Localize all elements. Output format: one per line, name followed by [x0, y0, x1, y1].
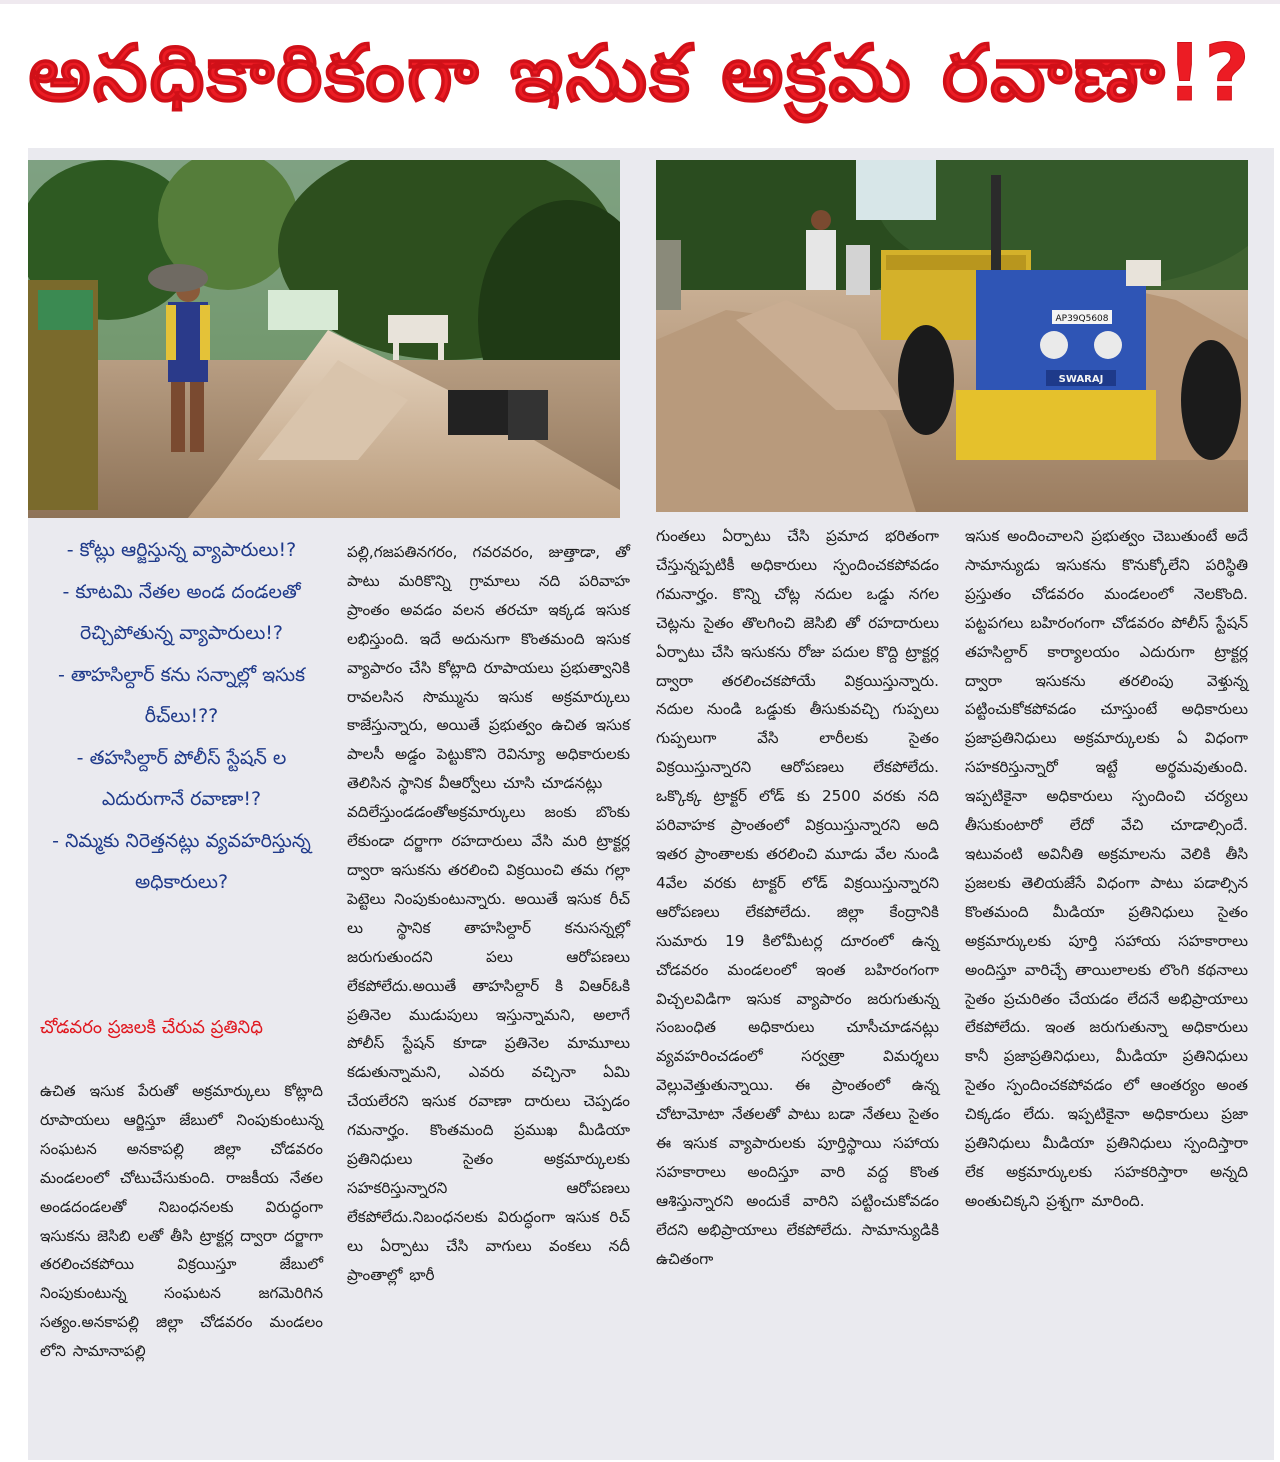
highlight-item: - కూటమి నేతల అండ దండలతో రెచ్చిపోతున్న వ్యాపారులు!? [62, 580, 301, 644]
photo-tractor-loading-image [656, 160, 1248, 512]
photo-sand-carrier [28, 160, 620, 518]
highlight-item: - నిమ్మకు నిరెత్తనట్లు వ్యవహరిస్తున్న అధికారులు? [52, 829, 311, 893]
article-body-column-3 [656, 522, 939, 1274]
paragraph: ఉచిత ఇసుక పేరుతో అక్రమార్కులు కోట్లాది రూపాయలు ఆర్జిస్తూ జేబులో నింపుకుంటున్న సంఘటన అనకాపల్లి జిల్లా చోడవరం మండలంలో చోటుచేసుకుంది. రాజకీయ నేతల అండదండలతో నిబంధనలకు విరుద్ధంగా ఇసుకను జెసిబి లతో తీసి ట్రాక్టర్ల ద్వారా దర్జాగా తరలించకపోయి విక్రయిస్తూ జేబులో నింపుకుంటున్న సంఘటన జగమెరిగిన సత్యం.అనకాపల్లి జిల్లా చోడవరం మండలం లోని సామానాపల్లి [40, 1082, 323, 1361]
highlight-item: - కోట్లు ఆర్జిస్తున్న వ్యాపారులు!? [66, 539, 297, 561]
dateline: చోడవరం ప్రజలకి చేరువ ప్రతినిధి [40, 1017, 263, 1038]
paragraph: పల్లి,గజపతినగరం, గవరవరం, జుత్తాడా, తో పాటు మరికొన్ని గ్రామాలు నది పరివాహ ప్రాంతం అవడం వలన తరచూ ఇక్కడ ఇసుక లభిస్తుంది. ఇదే అదునుగా కొంతమంది ఇసుక వ్యాపారం చేసి కోట్లాది రూపాయలు ప్రభుత్వానికి రావలసిన సొమ్మును ఇసుక అక్రమార్కులు కాజేస్తున్నారు, అయితే ప్రభుత్వం ఉచిత ఇసుక పాలసీ అడ్డం పెట్టుకొని రెవిన్యూ అధికారులకు తెలిసిన స్థానిక వీఆర్వోలు చూసి చూడనట్లు [347, 543, 630, 793]
photo-sand-carrier-image [28, 160, 620, 518]
photo-tractor-loading [656, 160, 1248, 512]
paragraph: వదిలేస్తుండడంతోఅక్రమార్కులు జంకు బొంకు లేకుండా దర్జాగా రహదారులు వేసి మరి ట్రాక్టర్ల ద్వారా ఇసుకను తరలించి విక్రయించి తమ గల్లా పెట్టెలు నింపుకుంటున్నారు. అయితే ఇసుక రీచ్ లు స్థానిక తాహసిల్దార్ కనుసన్నల్లో జరుగుతుందని పలు ఆరోపణలు లేకపోలేదు.అయితే తాహసిల్దార్ కి విఆర్ఓకి ప్రతినెల ముడుపులు ఇస్తున్నామని, అలాగే పోలీస్ స్టేషన్ కూడా ప్రతినెల మామూలు కడుతున్నామని, ఎవరు వచ్చినా ఏమి చేయలేరని ఇసుక రవాణా దారులు చెప్పడం గమనార్హం. కొంతమంది ప్రముఖ మీడియా ప్రతినిధులు సైతం అక్రమార్కులకు సహకరిస్తున్నారని ఆరోపణలు లేకపోలేదు.నిబంధనలకు విరుద్ధంగా ఇసుక రిచ్ లు ఏర్పాటు చేసి వాగులు వంకలు నదీ ప్రాంతాల్లో భారీ [347, 803, 630, 1284]
highlight-item: - తాహసిల్దార్ కను సన్నాల్లో ఇసుక రీచ్‌లు!?? [57, 663, 306, 727]
tractor-brand: SWARAJ [1058, 374, 1104, 385]
article-body-column-1 [40, 1077, 323, 1366]
paragraph: గుంతలు ఏర్పాటు చేసి ప్రమాద భరితంగా చేస్తున్నప్పటికీ అధికారులు స్పందించకపోవడం గమనార్హం. కొన్ని చోట్ల నదుల ఒడ్డు నగల చెట్లను సైతం తొలగించి జెసిబి తో రహదారులు ఏర్పాటు చేసి ఇసుకను రోజు పదుల కొద్ది ట్రాక్టర్ల ద్వారా తరలించకపోయే విక్రయిస్తున్నారు. నదుల నుండి ఒడ్డుకు తీసుకువచ్చి గుప్పలు గుప్పలుగా వేసి లారీలకు సైతం విక్రయిస్తున్నారని ఆరోపణలు లేకపోలేదు. ఒక్కొక్క ట్రాక్టర్ లోడ్ కు 2500 వరకు నది పరివాహక ప్రాంతంలో విక్రయిస్తున్నారని అది ఇతర ప్రాంతాలకు తరలించి మూడు వేల నుండి 4వేల వరకు టాక్టర్ లోడ్ విక్రయిస్తున్నారని ఆరోపణలు లేకపోలేదు. జిల్లా కేంద్రానికి సుమారు 19 కిలోమీటర్ల దూరంలో ఉన్న చోడవరం మండలంలో ఇంత బహిరంగంగా విచ్చలవిడిగా ఇసుక వ్యాపారం జరుగుతున్న సంబంధిత అధికారులు చూసీచూడనట్లు వ్యవహరించడంలో సర్వత్రా విమర్శలు వెల్లువెత్తుతున్నాయి. ఈ ప్రాంతంలో ఉన్న చోటామోటా నేతలతో పాటు బడా నేతలు సైతం ఈ ఇసుక వ్యాపారులకు పూర్తిస్థాయి సహాయ సహకారాలు అందిస్తూ వారి వద్ద కొంత ఆశిస్తున్నారని అందుకే వారిని పట్టించుకోవడం లేదని అభిప్రాయాలు లేకపోలేదు. సామాన్యుడికి ఉచితంగా [656, 527, 939, 1268]
paragraph: ఇసుక అందించాలని ప్రభుత్వం చెబుతుంటే అదే సామాన్యుడు ఇసుకను కొనుక్కోలేని పరిస్థితి ప్రస్తుతం చోడవరం మండలంలో నెలకొంది. పట్టపగలు బహిరంగంగా చోడవరం పోలీస్ స్టేషన్ తహసిల్దార్ కార్యాలయం ఎదురుగా ట్రాక్టర్ల ద్వారా ఇసుకను తరలింపు వెళ్తున్న పట్టించుకోకపోవడం చూస్తుంటే అధికారులు ప్రజాప్రతినిధులు అక్రమార్కులకు ఏ విధంగా సహకరిస్తున్నారో ఇట్టే అర్థమవుతుంది. ఇప్పటికైనా అధికారులు స్పందించి చర్యలు తీసుకుంటారో లేదో వేచి చూడాల్సిందే. ఇటువంటి అవినీతి అక్రమాలను వెలికి తీసి ప్రజలకు తెలియజేసే విధంగా పాటు పడాల్సిన కొంతమంది మీడియా ప్రతినిధులు సైతం అక్రమార్కులకు పూర్తి సహాయ సహకారాలు అందిస్తూ వారిచ్చే తాయిలాలకు లొంగి కథనాలు సైతం ప్రచురితం చేయడం లేదనే అభిప్రాయాలు లేకపోలేదు. ఇంత జరుగుతున్నా అధికారులు కానీ ప్రజాప్రతినిధులు, మీడియా ప్రతినిధులు సైతం స్పందించకపోవడం లో ఆంతర్యం అంత చిక్కడం లేదు. ఇప్పటికైనా అధికారులు ప్రజా ప్రతినిధులు మీడియా ప్రతినిధులు స్పందిస్తారా లేక అక్రమార్కులకు సహకరిస్తారా అన్నది అంతుచిక్కని ప్రశ్నగా మారింది. [965, 527, 1248, 1210]
article-body-column-4 [965, 522, 1248, 1216]
headline: అనధికారికంగా ఇసుక అక్రమ రవాణా!? [28, 29, 1252, 119]
highlight-item: - తహసిల్దార్ పోలీస్ స్టేషన్ ల ఎదురుగానే రవాణా!? [76, 746, 287, 810]
top-rule [0, 0, 1280, 4]
highlights-list [40, 530, 323, 904]
tractor-plate: AP39Q5608 [1055, 314, 1109, 324]
article-body-column-2 [347, 538, 630, 1290]
